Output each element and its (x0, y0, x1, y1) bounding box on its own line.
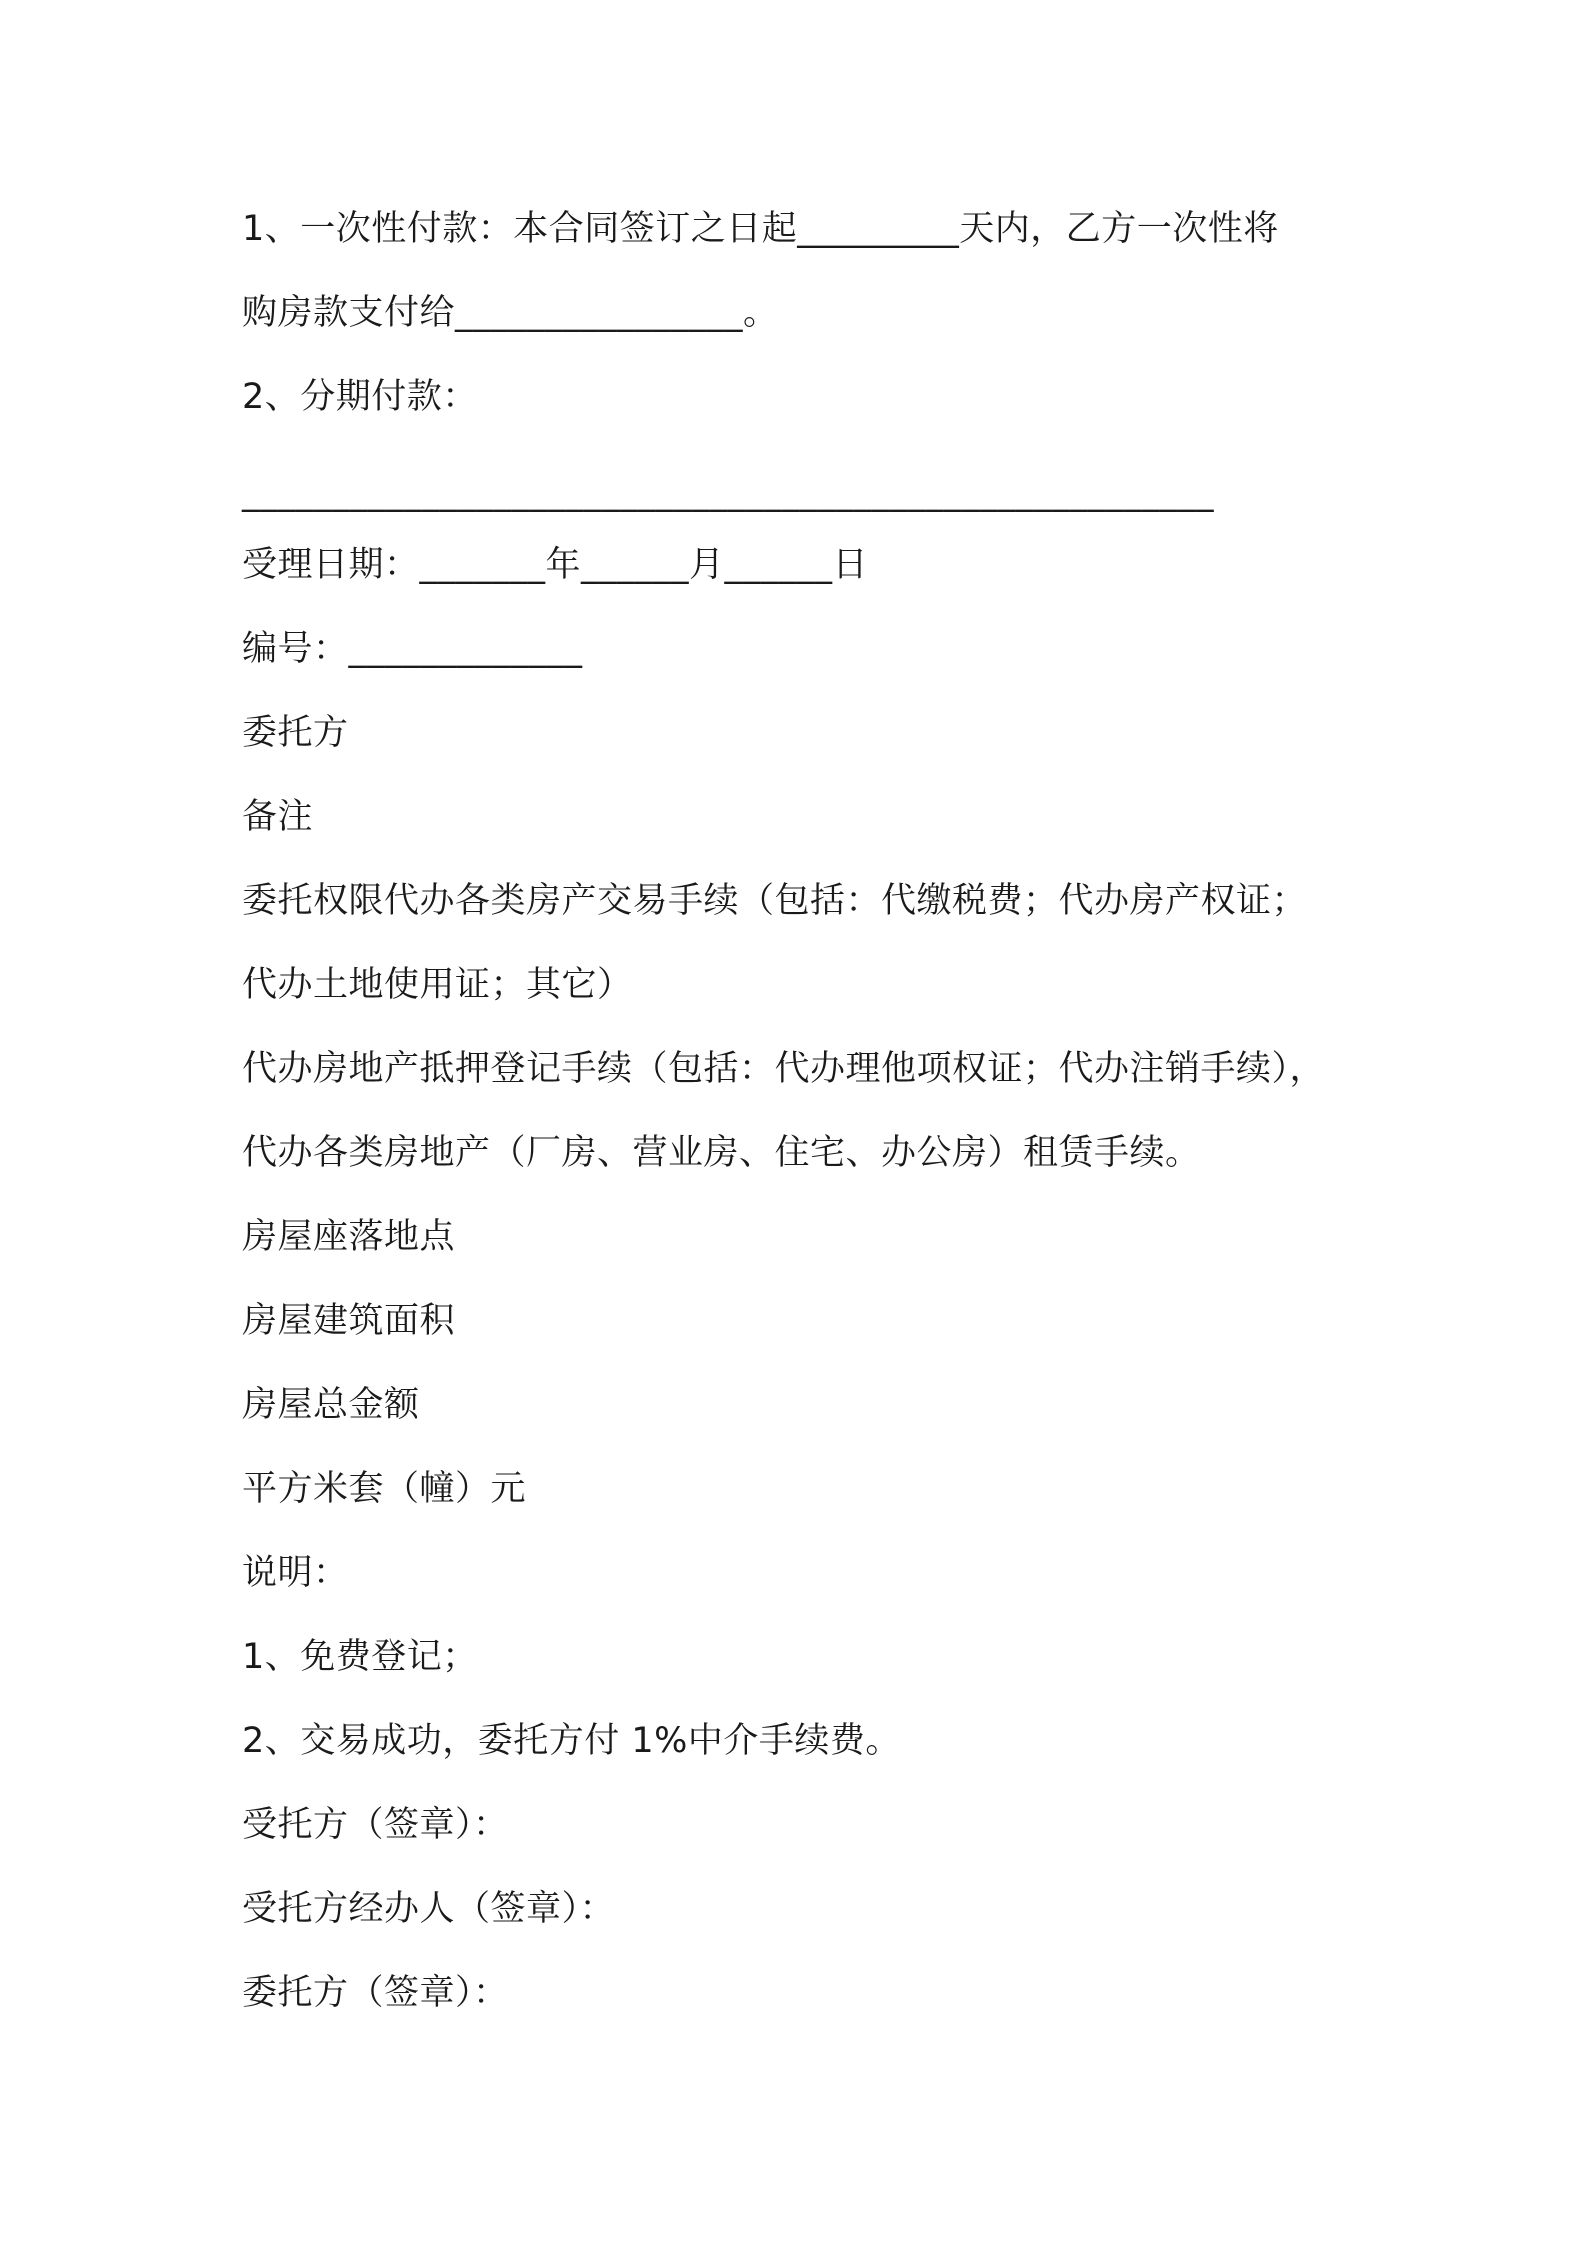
serial-number-line: 编号：_____________ (242, 629, 583, 669)
blank-fill-line: ______________________________________________________ (242, 473, 1214, 513)
payment-lump-sum-line-2: 购房款支付给________________。 (242, 293, 779, 333)
note-item-1: 1、免费登记； (242, 1637, 478, 1677)
authority-scope-line-2: 代办土地使用证；其它） (242, 965, 633, 1005)
client-signature-label: 委托方（签章）： (242, 1973, 509, 2013)
payment-installment-heading: 2、分期付款： (242, 377, 478, 417)
acceptance-date-line: 受理日期：_______年______月______日 (242, 545, 869, 585)
property-location-label: 房屋座落地点 (242, 1217, 456, 1257)
property-total-amount-label: 房屋总金额 (242, 1385, 420, 1425)
notes-heading: 说明： (242, 1553, 349, 1593)
client-label: 委托方 (242, 713, 349, 753)
unit-line: 平方米套（幢）元 (242, 1469, 527, 1509)
note-item-2: 2、交易成功，委托方付 1%中介手续费。 (242, 1721, 901, 1761)
remarks-label: 备注 (242, 797, 314, 837)
payment-lump-sum-line-1: 1、一次性付款：本合同签订之日起_________天内，乙方一次性将 (242, 209, 1279, 249)
trustee-agent-signature-label: 受托方经办人（签章）： (242, 1889, 616, 1929)
trustee-signature-label: 受托方（签章）： (242, 1805, 509, 1845)
mortgage-registration-line: 代办房地产抵押登记手续（包括：代办理他项权证；代办注销手续）， (242, 1049, 1326, 1089)
lease-procedure-line: 代办各类房地产（厂房、营业房、住宅、办公房）租赁手续。 (242, 1133, 1201, 1173)
property-area-label: 房屋建筑面积 (242, 1301, 456, 1341)
authority-scope-line-1: 委托权限代办各类房产交易手续（包括：代缴税费；代办房产权证； (242, 881, 1308, 921)
